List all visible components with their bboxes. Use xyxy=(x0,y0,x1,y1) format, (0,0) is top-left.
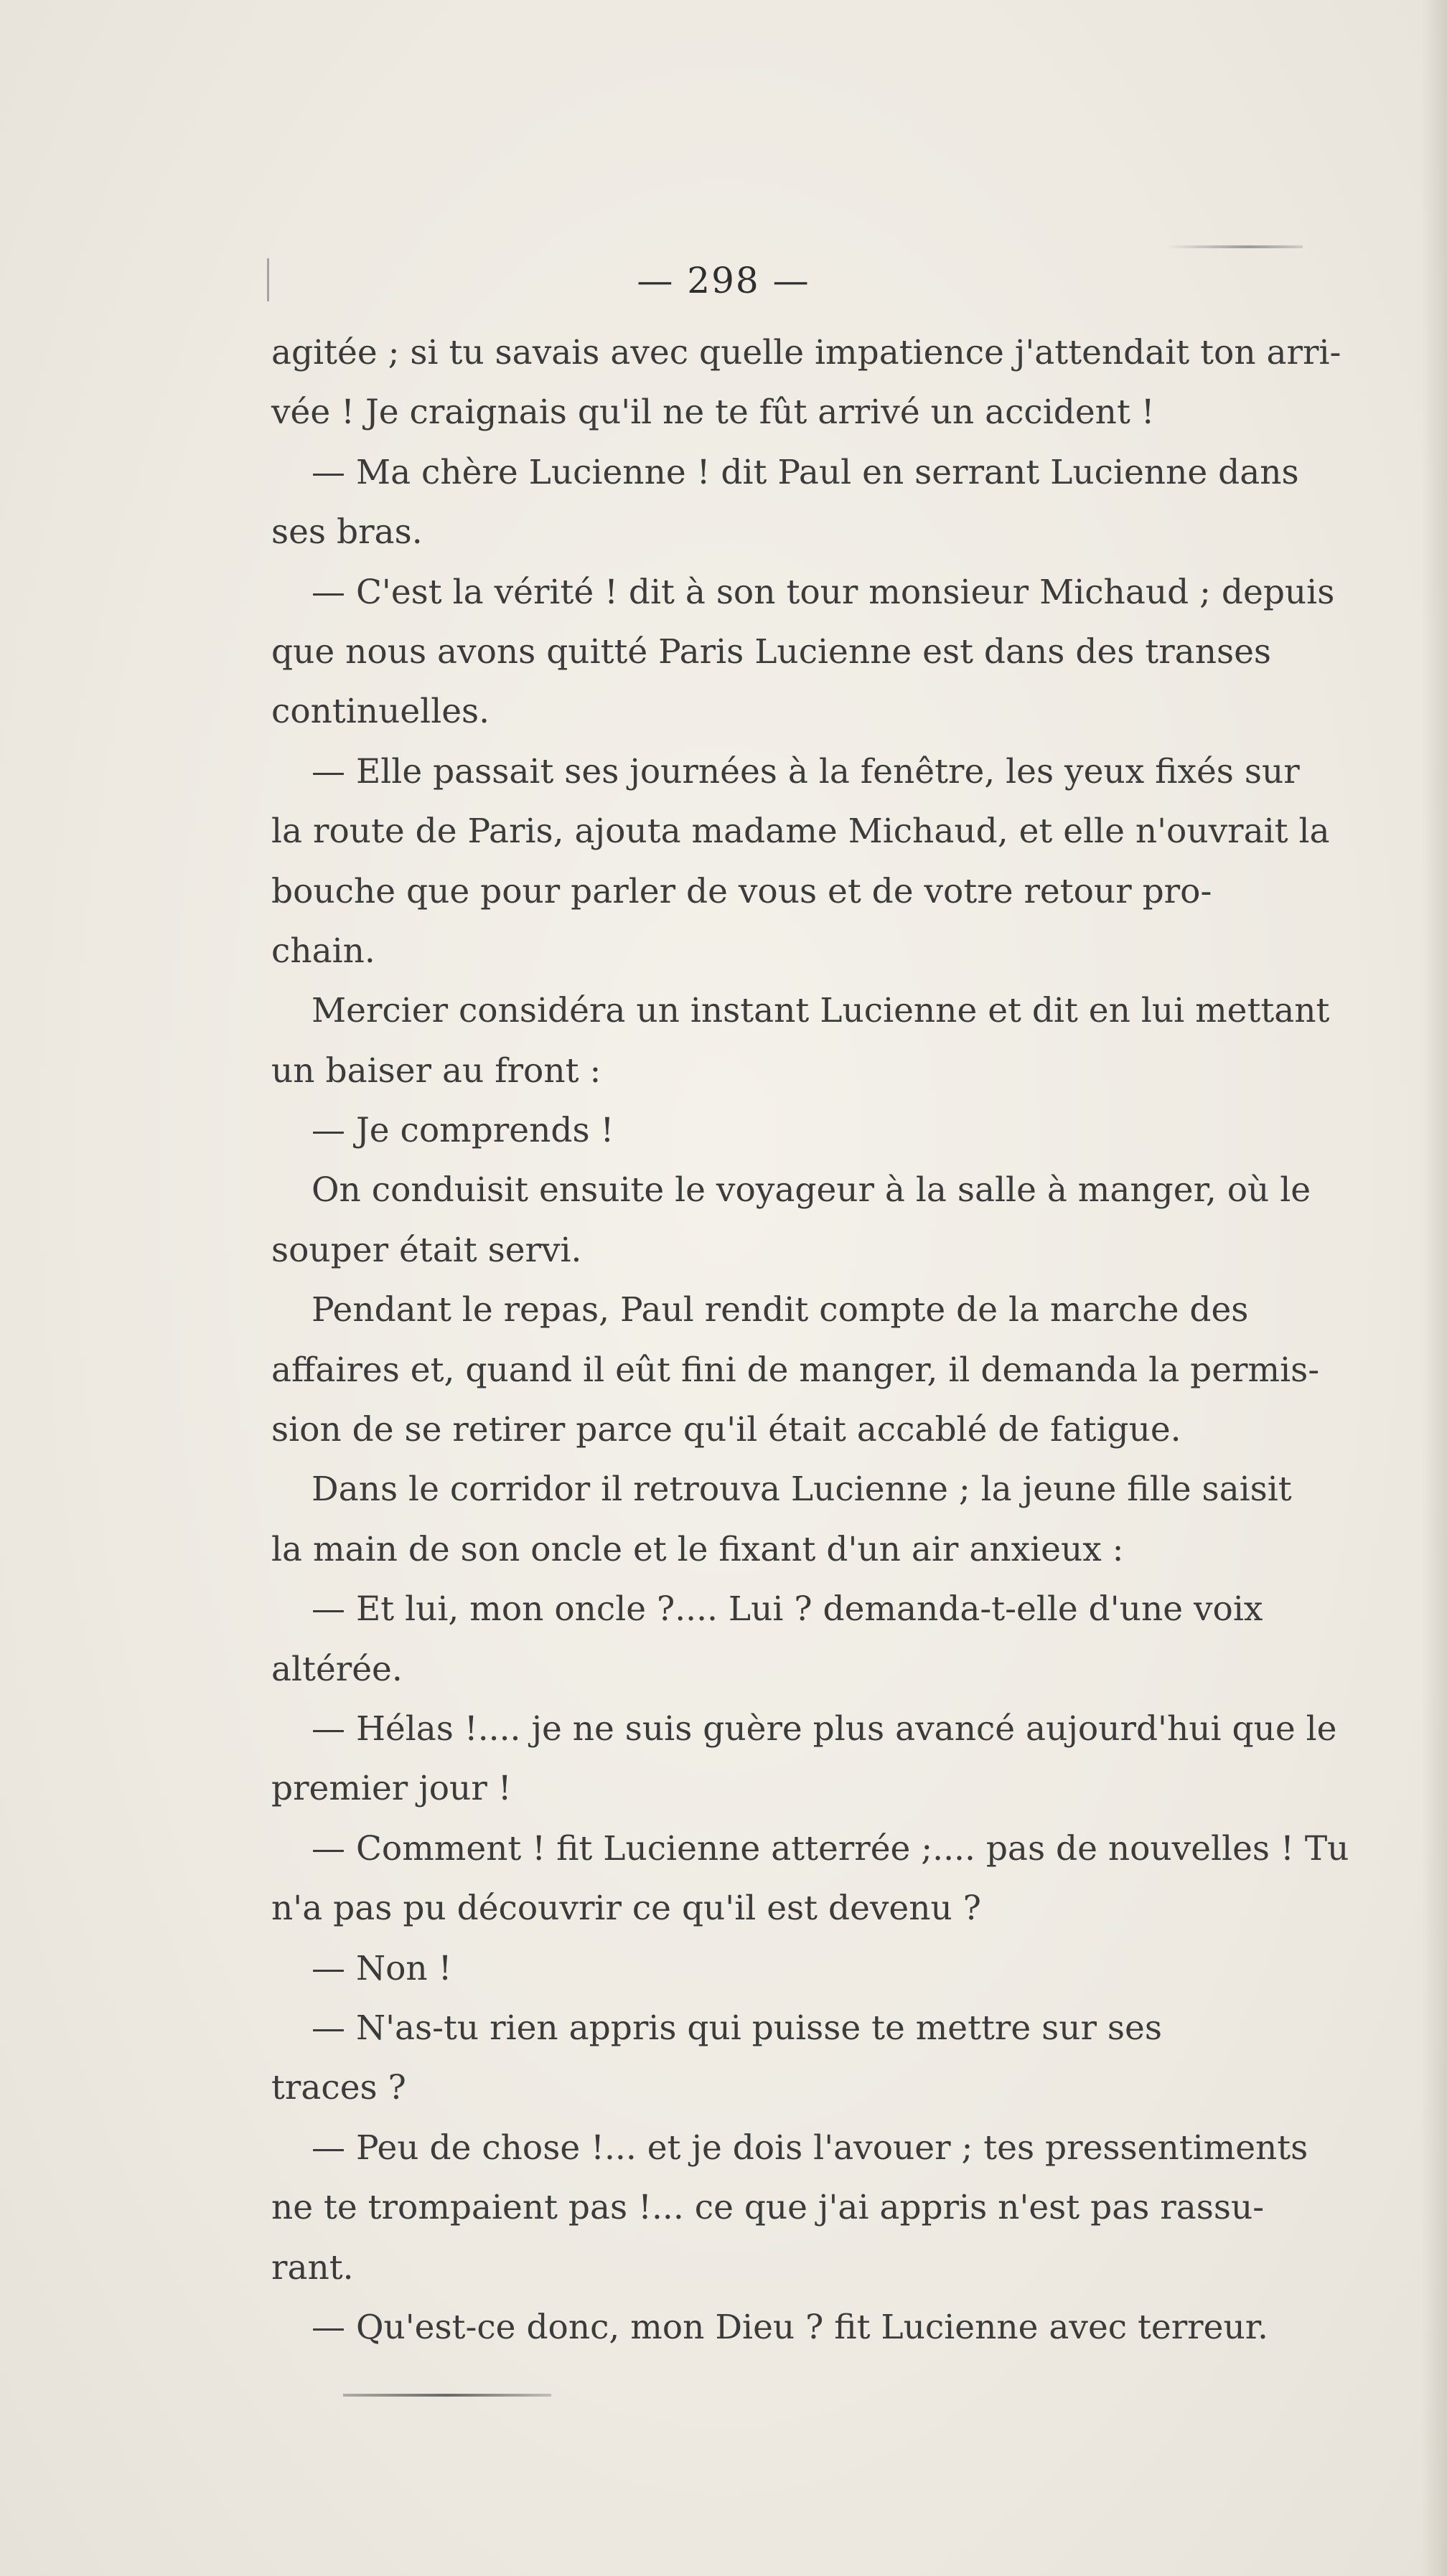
text-line: la main de son oncle et le fixant d'un air anxieux : xyxy=(271,1529,1124,1569)
text-line: que nous avons quitté Paris Lucienne est dans des transes xyxy=(271,631,1272,672)
text-line: bouche que pour parler de vous et de votre retour pro- xyxy=(271,871,1212,911)
text-line: — Non ! xyxy=(312,1948,452,1988)
text-line: sion de se retirer parce qu'il était accablé de fatigue. xyxy=(271,1410,1181,1450)
page-number: — 298 — xyxy=(637,260,810,301)
text-line: — Peu de chose !... et je dois l'avouer ; tes pressentiments xyxy=(312,2128,1308,2168)
text-line: ses bras. xyxy=(271,512,423,553)
text-line: n'a pas pu découvrir ce qu'il est devenu ? xyxy=(271,1889,981,1929)
text-line: continuelles. xyxy=(271,692,490,732)
text-line: Pendant le repas, Paul rendit compte de la marche des xyxy=(312,1290,1249,1330)
text-line: altérée. xyxy=(271,1649,403,1689)
text-line: premier jour ! xyxy=(271,1769,512,1809)
text-line: chain. xyxy=(271,931,375,971)
text-line: — Je comprends ! xyxy=(312,1111,614,1151)
text-line: — Comment ! fit Lucienne atterrée ;.... pas de nouvelles ! Tu xyxy=(312,1828,1349,1868)
text-line: souper était servi. xyxy=(271,1230,582,1270)
text-line: — Elle passait ses journées à la fenêtre, les yeux fixés sur xyxy=(312,751,1300,791)
text-line: Mercier considéra un instant Lucienne et dit en lui mettant xyxy=(312,991,1330,1031)
text-line: traces ? xyxy=(271,2068,406,2108)
text-line: — Et lui, mon oncle ?.... Lui ? demanda-t-elle d'une voix xyxy=(312,1589,1263,1630)
text-line: ne te trompaient pas !... ce que j'ai appris n'est pas rassu- xyxy=(271,2188,1265,2228)
text-line: — Qu'est-ce donc, mon Dieu ? fit Lucienne avec terreur. xyxy=(312,2307,1268,2347)
text-line: On conduisit ensuite le voyageur à la salle à manger, où le xyxy=(312,1170,1311,1211)
text-line: rant. xyxy=(271,2247,354,2288)
text-line: — N'as-tu rien appris qui puisse te mettre sur ses xyxy=(312,2008,1162,2048)
end-rule xyxy=(343,2394,551,2397)
header-ink-mark xyxy=(1166,245,1303,248)
body-text xyxy=(271,323,1446,2357)
text-line: Dans le corridor il retrouva Lucienne ; la jeune fille saisit xyxy=(312,1470,1292,1510)
text-line: — Hélas !.... je ne suis guère plus avancé aujourd'hui que le xyxy=(312,1708,1337,1749)
text-line: la route de Paris, ajouta madame Michaud, et elle n'ouvrait la xyxy=(271,812,1330,852)
text-line: affaires et, quand il eût fini de manger, il demanda la permis- xyxy=(271,1350,1320,1390)
text-line: agitée ; si tu savais avec quelle impatience j'attendait ton arri- xyxy=(271,333,1341,372)
text-line: un baiser au front : xyxy=(271,1050,601,1091)
text-line: — C'est la vérité ! dit à son tour monsieur Michaud ; depuis xyxy=(312,572,1335,612)
text-line: vée ! Je craignais qu'il ne te fût arrivé un accident ! xyxy=(271,392,1155,433)
text-line: — Ma chère Lucienne ! dit Paul en serrant Lucienne dans xyxy=(312,452,1299,492)
